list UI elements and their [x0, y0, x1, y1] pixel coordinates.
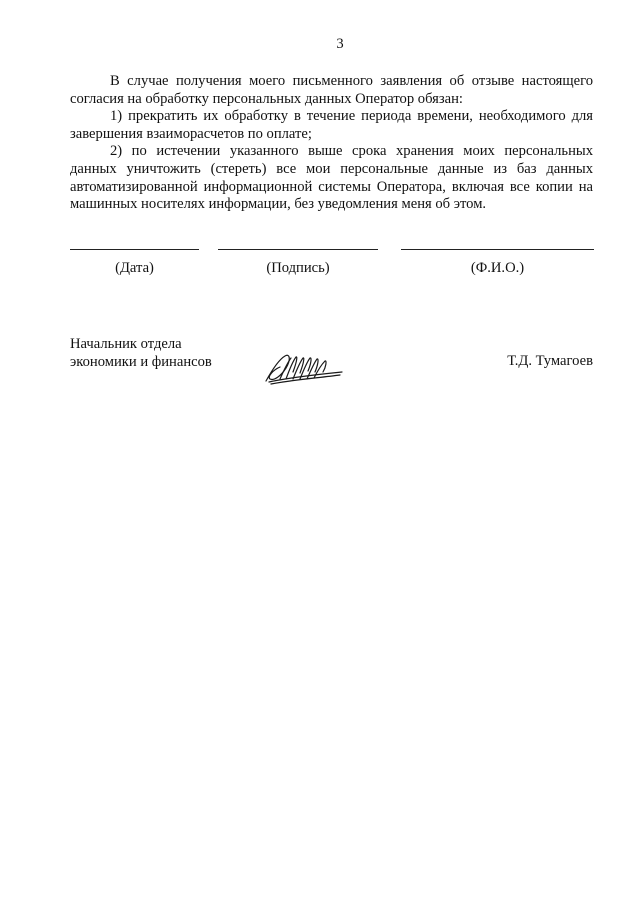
date-line — [70, 249, 199, 250]
paragraph-item-1: 1) прекратить их обработку в течение периода времени, необходимого для завершения взаиморасчетов по оплате; — [70, 108, 593, 142]
signature-line — [218, 249, 378, 250]
position-line-1: Начальник отдела — [70, 336, 182, 352]
date-caption: (Дата) — [115, 260, 154, 276]
consent-body — [70, 73, 593, 214]
handwritten-signature — [262, 348, 346, 388]
signature-caption: (Подпись) — [266, 260, 330, 276]
signatory-position — [70, 335, 212, 371]
full-name-caption: (Ф.И.О.) — [470, 260, 525, 276]
full-name-line — [401, 249, 594, 250]
page-number: 3 — [336, 36, 344, 52]
position-line-2: экономики и финансов — [70, 354, 212, 370]
paragraph-withdrawal-intro: В случае получения моего письменного заявления об отзыве настоящего согласия на обработку персональных данных Оператор обязан: — [70, 73, 593, 107]
signatory-name: Т.Д. Тумагоев — [507, 353, 593, 369]
paragraph-item-2: 2) по истечении указанного выше срока хранения моих персональных данных уничтожить (стереть) все мои персональные данные из баз данных автоматизированной информационной системы Оператора, включая все копии на машинных носителях информации, без уведомления меня об этом. — [70, 143, 593, 213]
